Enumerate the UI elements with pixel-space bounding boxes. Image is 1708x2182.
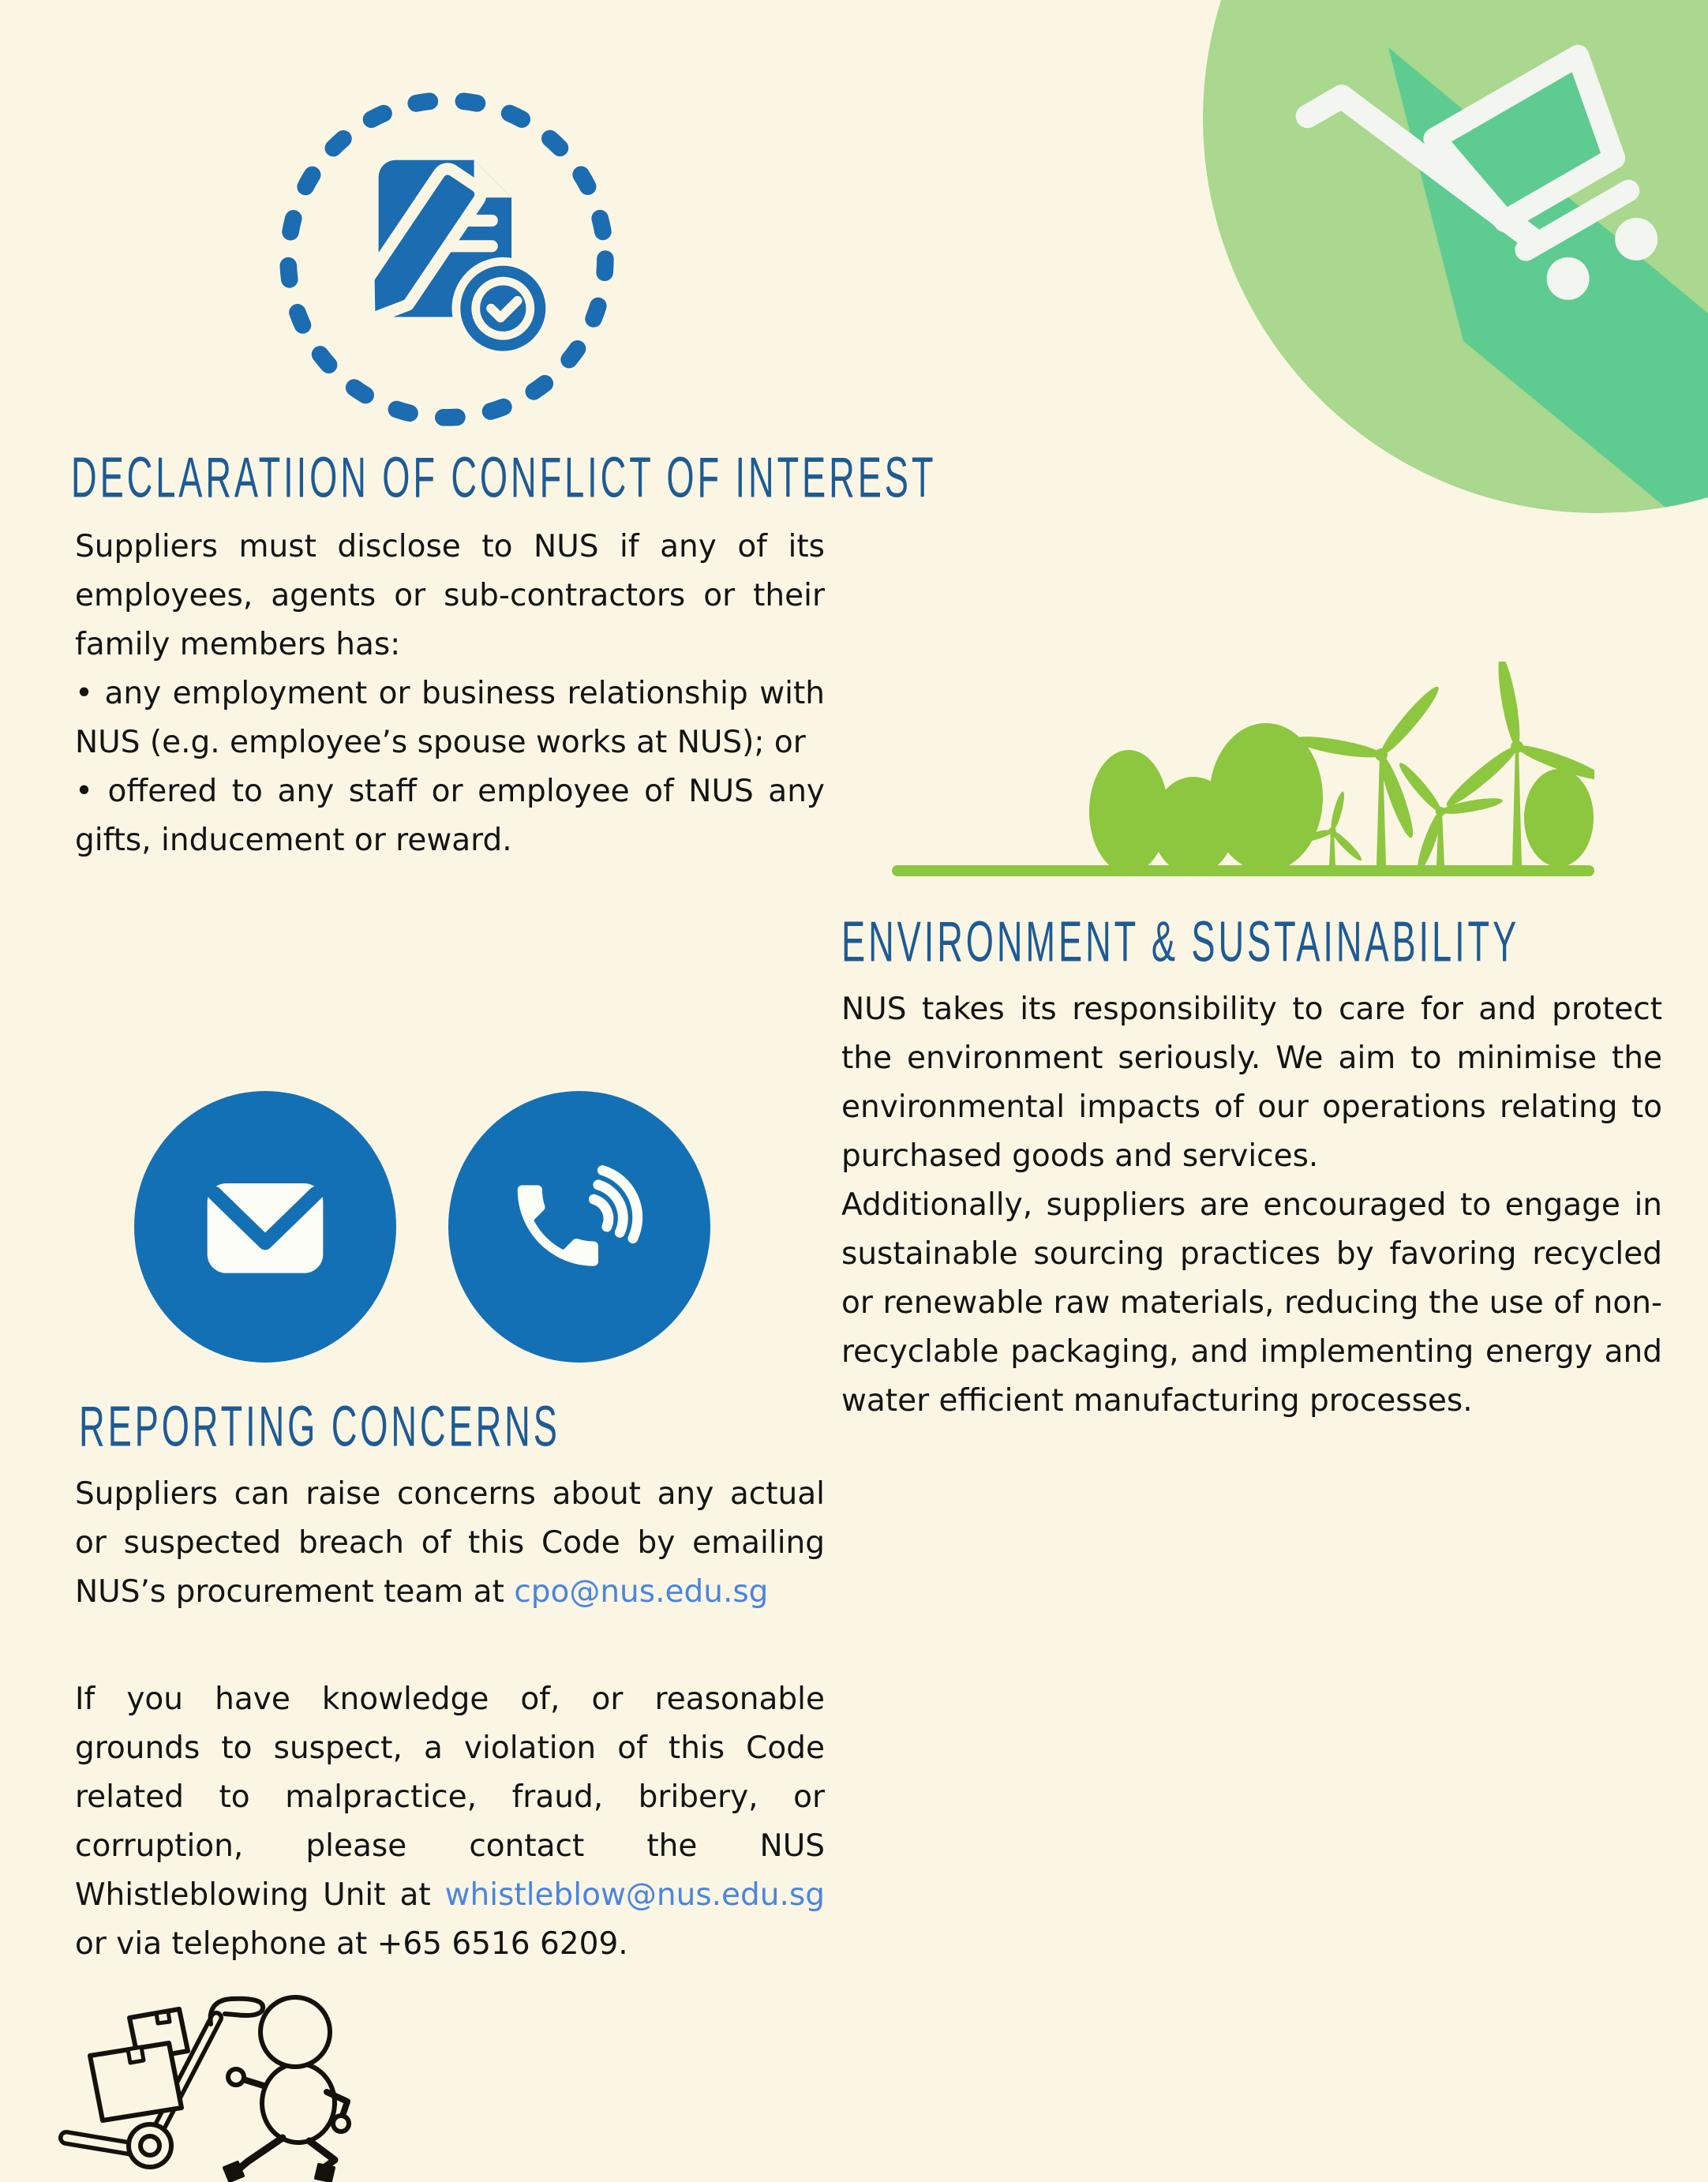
shopping-cart-icon [1203, 0, 1708, 537]
conflict-bullet-1: • any employment or business relationship with NUS (e.g. employee’s spouse works at NUS); or [75, 676, 825, 760]
conflict-section-heading [71, 446, 1181, 511]
conflict-bullet-2: • offered to any staff or employee of NUS any gifts, inducement or reward. [75, 774, 825, 858]
reporting-paragraph-2-tail: or via telephone at +65 6516 6209. [75, 1926, 628, 1962]
conflict-heading-text: DECLARATIION OF CONFLICT OF INTEREST [71, 446, 937, 510]
reporting-section-heading [79, 1395, 696, 1460]
conflict-section-body [75, 523, 825, 865]
trees-windmills-illustration [892, 662, 1594, 879]
phone-icon [448, 1091, 710, 1363]
email-icon [134, 1091, 396, 1363]
delivery-doodle-illustration [49, 1983, 388, 2182]
environment-section-heading [841, 910, 1708, 975]
environment-paragraph-1: NUS takes its responsibility to care for and protect the environment seriously. We aim to minimise the environmental impacts of our operations relating to purchased goods and services. [841, 992, 1662, 1174]
envelope-glyph [178, 1140, 352, 1314]
environment-heading-text: ENVIRONMENT & SUSTAINABILITY [841, 910, 1520, 974]
cpo-email-link[interactable]: cpo@nus.edu.sg [514, 1574, 769, 1610]
handset-glyph [493, 1140, 666, 1314]
environment-section-body [841, 985, 1662, 1426]
whistleblow-email-link[interactable]: whistleblow@nus.edu.sg [444, 1877, 825, 1913]
reporting-paragraph-1-text: Suppliers can raise concerns about any actual or suspected breach of this Code by emailing NUS’s procurement team at [75, 1476, 825, 1610]
reporting-paragraph-2-text: If you have knowledge of, or reasonable grounds to suspect, a violation of this Code related to malpractice, fraud, bribery, or corruption, please contact the NUS Whistleblowing Unit at [75, 1681, 825, 1913]
environment-paragraph-2: Additionally, suppliers are encouraged to engage in sustainable sourcing practices by favoring recycled or renewable raw materials, reducing the use of non-recyclable packaging, and implementing energy and water efficient manufacturing processes. [841, 1187, 1662, 1419]
conflict-intro-paragraph: Suppliers must disclose to NUS if any of its employees, agents or sub-contractors or their family members has: [75, 529, 825, 662]
reporting-heading-text: REPORTING CONCERNS [79, 1395, 560, 1459]
document-signed-icon [276, 88, 617, 429]
reporting-paragraph-2 [75, 1675, 825, 1969]
reporting-paragraph-1 [75, 1470, 825, 1617]
